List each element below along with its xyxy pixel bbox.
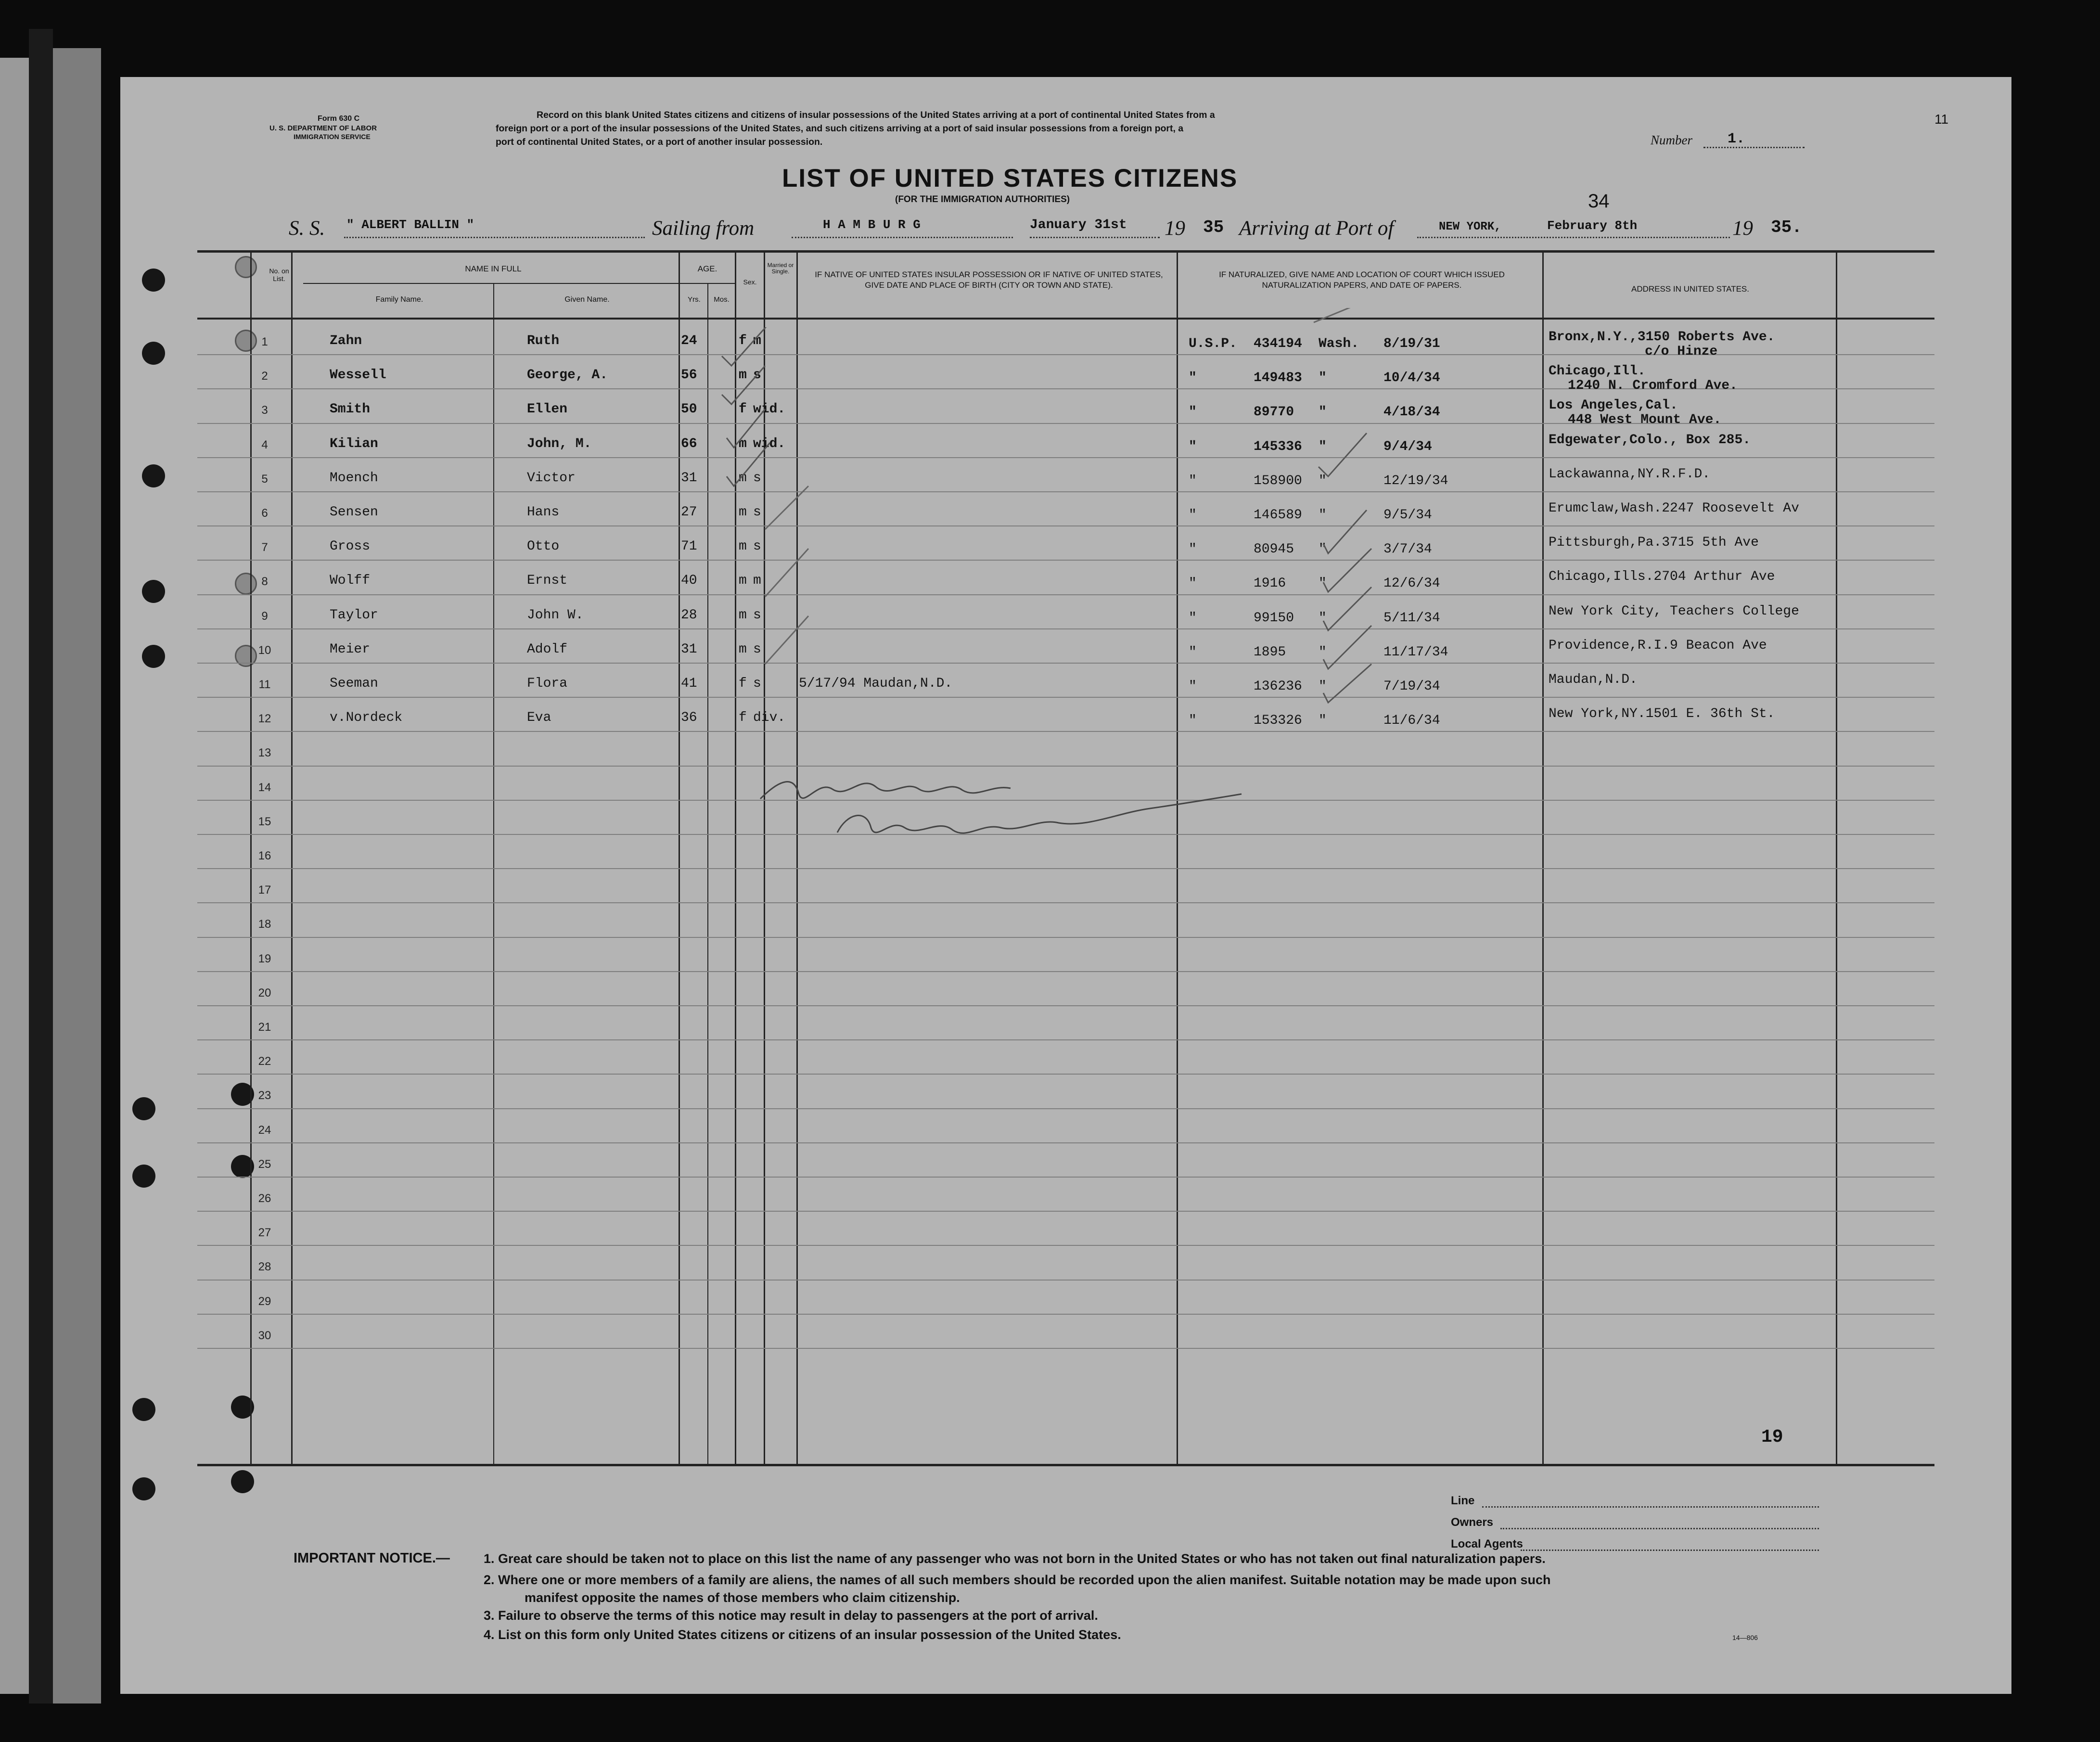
given-name: John, M. [527,436,592,451]
paper-date: 7/19/34 [1383,679,1440,694]
row-rule [197,1005,1934,1006]
row-rule [197,1280,1934,1281]
number-line [1703,147,1805,148]
sex: m [739,470,747,486]
row-rule [197,868,1934,869]
row-rule [197,1039,1934,1040]
row-number: 16 [258,849,271,862]
row-number: 10 [258,643,271,657]
sex: f [739,402,747,417]
row-number: 1 [261,335,268,348]
row-rule [197,697,1934,698]
naturalization-prefix: " [1189,473,1197,488]
punch-hole [142,464,165,487]
paper-date: 12/6/34 [1383,576,1440,591]
agents-label: Local Agents [1451,1537,1523,1550]
family-name: Wessell [330,368,386,383]
address-line-1: Lackawanna,NY.R.F.D. [1549,466,1711,482]
row-rule [197,1245,1934,1246]
footer-code: 14—806 [1732,1634,1758,1641]
family-name: v.Nordeck [330,710,403,726]
line-field [1482,1506,1819,1508]
court: " [1319,508,1327,523]
age-years: 71 [681,539,697,554]
header-no: No. on List. [269,267,289,282]
col-rule-address [1542,250,1544,1465]
punch-hole [132,1097,155,1120]
row-number: 20 [258,986,271,999]
row-rule [197,971,1934,972]
corner-mark: 11 [1934,112,1949,127]
instruction-line-2: foreign port or a port of the insular possessions of the United States, and such citizens arriving at a port of said insular possessions from a foreign port, a [496,123,1184,134]
age-years: 41 [681,676,697,691]
naturalization-prefix: U.S.P. [1189,336,1237,351]
row-number: 14 [258,781,271,794]
row-number: 24 [258,1123,271,1137]
court: " [1319,473,1327,488]
certificate-number: 136236 [1254,679,1302,694]
naturalization-prefix: " [1189,576,1197,591]
sheet-number: 19 [1761,1427,1783,1447]
line-label: Line [1451,1494,1475,1507]
court: " [1319,679,1327,694]
sex: m [739,573,747,589]
header-given-name: Given Name. [564,295,610,304]
given-name: Flora [527,676,568,691]
page-title: LIST OF UNITED STATES CITIZENS [782,164,1238,192]
given-name: Ellen [527,402,568,417]
row-number: 25 [258,1157,271,1171]
agents-field [1521,1550,1819,1551]
paper-date: 9/5/34 [1383,508,1432,523]
sex: f [739,710,747,726]
row-number: 22 [258,1055,271,1068]
ship-line [344,237,645,238]
sex: f [739,333,747,348]
header-bottom-border [197,318,1934,320]
given-name: Ernst [527,573,568,589]
punch-hole [231,1470,254,1493]
marital-status: m [753,333,761,348]
address-line-1: Chicago,Ill. [1549,364,1646,379]
sex: m [739,436,747,451]
table-top-border [197,250,1934,253]
address-line-2: c/o Hinze [1645,344,1718,359]
marital-status: s [753,607,761,623]
certificate-number: 145336 [1254,439,1302,454]
age-years: 40 [681,573,697,589]
address-line-1: New York City, Teachers College [1549,603,1799,619]
age-years: 28 [681,607,697,623]
row-number: 18 [258,918,271,931]
naturalization-prefix: " [1189,713,1197,729]
port-from: H A M B U R G [823,218,921,232]
row-number: 26 [258,1192,271,1205]
sex: m [739,505,747,520]
notice-title: IMPORTANT NOTICE.— [294,1550,450,1566]
arrive-year-prefix: 19 [1732,217,1753,240]
row-number: 23 [258,1089,271,1102]
marital-status: s [753,470,761,486]
marital-status: m [753,573,761,589]
marital-status: wid. [753,402,786,417]
header-age: AGE. [697,264,717,273]
marital-status: wid. [753,436,786,451]
family-name: Moench [330,470,378,486]
family-name: Sensen [330,505,378,520]
row-rule [197,902,1934,903]
header-naturalized: IF NATURALIZED, GIVE NAME AND LOCATION OF COURT WHICH ISSUED NATURALIZATION PAPERS, AND DATE OF PAPERS. [1219,270,1505,290]
address-line-1: Los Angeles,Cal. [1549,398,1678,413]
court: " [1319,371,1327,386]
address-line-2: 1240 N. Cromford Ave. [1568,378,1738,394]
row-number: 4 [261,438,268,451]
punch-hole [132,1477,155,1500]
row-rule [197,1142,1934,1143]
row-rule [197,731,1934,732]
sex: f [739,676,747,691]
header-name-in-full: NAME IN FULL [465,264,522,273]
depart-date: January 31st [1030,218,1127,232]
row-number: 3 [261,404,268,417]
col-rule-family [291,250,293,1465]
row-number: 30 [258,1329,271,1342]
paper-date: 10/4/34 [1383,371,1440,386]
row-rule [197,457,1934,458]
age-years: 27 [681,505,697,520]
punch-hole [142,342,165,365]
sex: m [739,368,747,383]
certificate-number: 149483 [1254,371,1302,386]
notice-1: 1. Great care should be taken not to place on this list the name of any passenger who was not born in the United States or who has not taken out final naturalization papers. [484,1551,1546,1566]
court: " [1319,542,1327,557]
number-label: Number [1651,133,1692,147]
certificate-number: 99150 [1254,610,1294,626]
arrive-date: February 8th [1547,218,1638,233]
col-rule-yrs [679,250,680,1465]
row-number: 9 [261,609,268,623]
table-bottom-border [197,1464,1934,1466]
row-number: 5 [261,472,268,486]
paper-date: 4/18/34 [1383,405,1440,420]
age-years: 31 [681,470,697,486]
family-name: Taylor [330,607,378,623]
sailing-line [792,237,1013,238]
paper-date: 12/19/34 [1383,473,1448,488]
paper-date: 8/19/31 [1383,336,1440,351]
inspector-signature [751,760,1261,866]
header-married: Married or Single. [767,262,794,275]
notice-4: 4. List on this form only United States citizens or citizens of an insular possession of the United States. [484,1627,1121,1642]
naturalization-prefix: " [1189,679,1197,694]
age-years: 56 [681,368,697,383]
age-years: 36 [681,710,697,726]
row-rule [197,663,1934,664]
notice-2-cont: manifest opposite the names of those members who claim citizenship. [525,1590,960,1605]
sex: m [739,607,747,623]
notice-3: 3. Failure to observe the terms of this notice may result in delay to passengers at the port of arrival. [484,1608,1098,1623]
number-value: 1. [1728,131,1745,147]
address-line-1: Maudan,N.D. [1549,672,1638,687]
punch-hole [142,580,165,603]
family-name: Kilian [330,436,378,451]
row-number: 7 [261,541,268,554]
ss-label: S. S. [289,217,325,240]
given-name: Eva [527,710,551,726]
tick-marks [712,327,857,760]
marital-status: div. [753,710,786,726]
under-page-strip [53,48,101,1704]
arriving-label: Arriving at Port of [1239,217,1394,240]
court: Wash. [1319,336,1359,351]
year-prefix: 19 [1165,217,1185,240]
row-number: 17 [258,884,271,897]
family-name: Meier [330,641,371,657]
punch-hole [132,1165,155,1188]
row-number: 21 [258,1021,271,1034]
row-number: 29 [258,1294,271,1308]
service-label: IMMIGRATION SERVICE [294,133,371,141]
court: " [1319,576,1327,591]
manifest-sheet [120,77,2011,1694]
binder-edge [29,29,53,1704]
row-number: 8 [261,575,268,589]
row-rule [197,628,1934,629]
header-sex: Sex. [743,278,757,286]
certificate-number: 158900 [1254,473,1302,488]
col-rule-right [1836,250,1837,1465]
certificate-number: 146589 [1254,508,1302,523]
court: " [1319,644,1327,660]
age-subheader-rule [681,283,736,284]
certificate-number: 80945 [1254,542,1294,557]
given-name: John W. [527,607,584,623]
address-line-1: Pittsburgh,Pa.3715 5th Ave [1549,535,1759,551]
row-rule [197,560,1934,561]
family-name: Seeman [330,676,378,691]
sex: m [739,641,747,657]
marital-status: s [753,505,761,520]
age-years: 66 [681,436,697,451]
arrive-year: 35. [1771,218,1802,237]
row-rule [197,1211,1934,1212]
naturalization-prefix: " [1189,644,1197,660]
depart-year: 35 [1203,218,1224,237]
page-subtitle: (FOR THE IMMIGRATION AUTHORITIES) [895,194,1070,205]
marital-status: s [753,368,761,383]
header-mos: Mos. [714,295,730,304]
port-to: NEW YORK, [1439,220,1501,233]
row-number: 27 [258,1226,271,1240]
owners-field [1500,1528,1819,1529]
naturalization-prefix: " [1189,439,1197,454]
cert-tick-marks [1299,308,1424,770]
row-number: 19 [258,952,271,965]
header-native: IF NATIVE OF UNITED STATES INSULAR POSSESSION OR IF NATIVE OF UNITED STATES, GIVE DATE AND PLACE OF BIRTH (CITY OR TOWN AND STATE). [815,270,1163,290]
owners-label: Owners [1451,1516,1494,1529]
punch-hole [142,269,165,292]
row-rule [197,1348,1934,1349]
age-years: 31 [681,641,697,657]
family-name: Wolff [330,573,371,589]
paper-date: 11/6/34 [1383,713,1440,729]
family-name: Smith [330,402,371,417]
sailing-label: Sailing from [652,217,755,240]
instruction-line-3: port of continental United States, or a port of another insular possession. [496,137,823,147]
paper-date: 11/17/34 [1383,644,1448,660]
col-rule-mos [707,284,708,1465]
row-number: 15 [258,815,271,828]
birth-info: 5/17/94 Maudan,N.D. [799,676,953,691]
certificate-number: 153326 [1254,713,1302,729]
row-rule [197,937,1934,938]
row-rule [197,1314,1934,1315]
age-years: 50 [681,402,697,417]
header-address: ADDRESS IN UNITED STATES. [1631,284,1749,294]
certificate-number: 1895 [1254,644,1286,660]
certificate-number: 434194 [1254,336,1302,351]
address-line-1: Edgewater,Colo., Box 285. [1549,432,1751,448]
row-number: 12 [258,712,271,726]
address-line-1: New York,NY.1501 E. 36th St. [1549,706,1775,722]
given-name: George, A. [527,368,608,383]
header-yrs: Yrs. [688,295,701,304]
row-rule [197,1074,1934,1075]
court: " [1319,610,1327,626]
arrive-line [1417,237,1730,238]
form-number: Form 630 C [318,115,360,123]
instruction-line-1: Record on this blank United States citizens and citizens of insular possessions of the United States arriving at a port of continental United States from a [537,110,1215,120]
court: " [1319,439,1327,454]
row-rule [197,491,1934,492]
notice-2: 2. Where one or more members of a family are aliens, the names of all such members should be recorded upon the alien manifest. Suitable notation may be made upon such [484,1573,1551,1587]
department-label: U. S. DEPARTMENT OF LABOR [269,124,377,132]
paper-date: 9/4/34 [1383,439,1432,454]
row-rule [197,525,1934,526]
naturalization-prefix: " [1189,371,1197,386]
address-line-1: Chicago,Ills.2704 Arthur Ave [1549,569,1775,585]
row-number: 28 [258,1260,271,1274]
punch-hole [235,256,257,278]
age-years: 24 [681,333,697,348]
under-page-left [0,58,29,1694]
punch-hole [132,1398,155,1421]
address-line-2: 448 West Mount Ave. [1568,412,1722,428]
given-name: Victor [527,470,576,486]
naturalization-prefix: " [1189,405,1197,420]
given-name: Ruth [527,333,560,348]
certificate-number: 89770 [1254,405,1294,420]
naturalization-prefix: " [1189,508,1197,523]
page-mark: 34 [1588,191,1610,212]
paper-date: 5/11/34 [1383,610,1440,626]
sex: m [739,539,747,554]
naturalization-prefix: " [1189,542,1197,557]
row-number: 13 [258,746,271,760]
row-number: 11 [258,678,271,691]
col-rule-given [493,284,494,1465]
court: " [1319,405,1327,420]
row-rule [197,1108,1934,1109]
marital-status: s [753,539,761,554]
given-name: Hans [527,505,560,520]
marital-status: s [753,676,761,691]
address-line-1: Providence,R.I.9 Beacon Ave [1549,638,1767,653]
marital-status: s [753,641,761,657]
punch-hole [142,645,165,668]
row-number: 6 [261,507,268,520]
court: " [1319,713,1327,729]
ship-name: " ALBERT BALLIN " [346,218,474,232]
family-name: Gross [330,539,371,554]
header-family-name: Family Name. [375,295,423,304]
naturalization-prefix: " [1189,610,1197,626]
address-line-1: Bronx,N.Y.,3150 Roberts Ave. [1549,330,1775,345]
row-number: 2 [261,370,268,383]
given-name: Adolf [527,641,568,657]
paper-date: 3/7/34 [1383,542,1432,557]
family-name: Zahn [330,333,362,348]
date-line [1030,237,1160,238]
address-line-1: Erumclaw,Wash.2247 Roosevelt Av [1549,501,1799,516]
row-rule [197,594,1934,595]
row-rule [197,1177,1934,1178]
given-name: Otto [527,539,560,554]
certificate-number: 1916 [1254,576,1286,591]
